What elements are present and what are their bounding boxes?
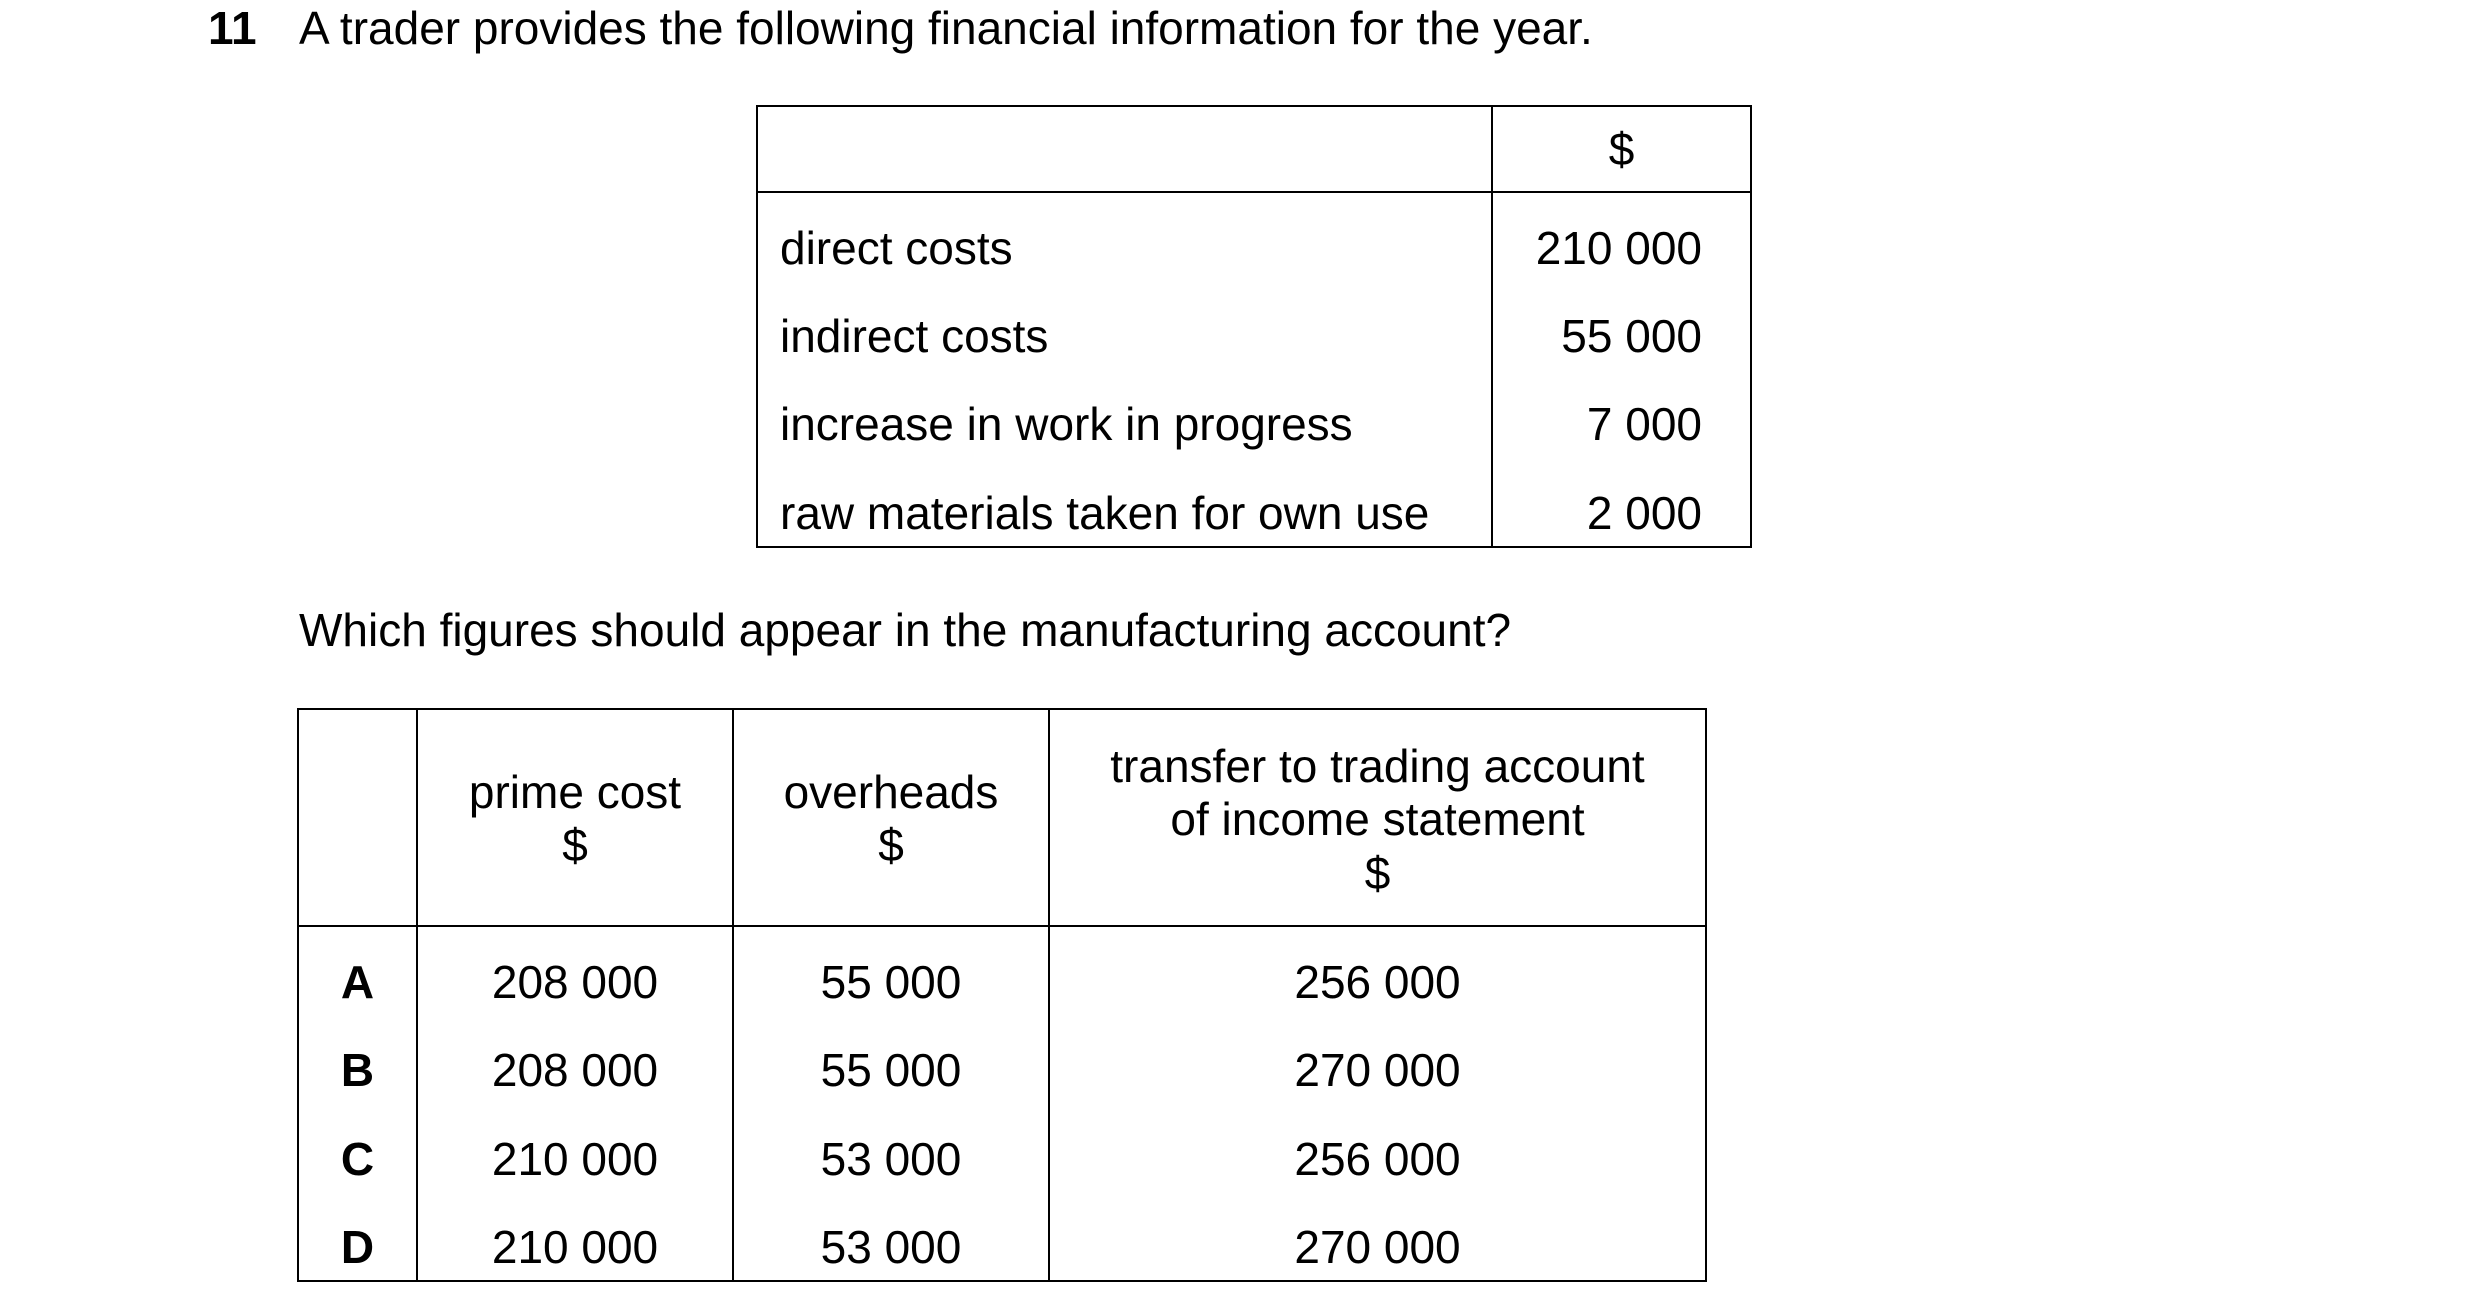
- header-prime-cost-unit: $: [562, 819, 588, 871]
- option-c-overheads: 53 000: [820, 1133, 962, 1185]
- option-d-prime-cost: 210 000: [491, 1221, 659, 1273]
- option-a-prime-cost: 208 000: [491, 956, 659, 1008]
- info-currency-header: $: [1608, 123, 1635, 175]
- option-c-transfer: 256 000: [1294, 1133, 1461, 1185]
- question-intro: A trader provides the following financial information for the year.: [299, 2, 1593, 54]
- option-b-overheads: 55 000: [820, 1044, 962, 1096]
- header-prime-cost: prime cost: [468, 766, 682, 818]
- option-a-overheads: 55 000: [820, 956, 962, 1008]
- info-row-label: direct costs: [780, 222, 1013, 274]
- option-c-prime-cost: 210 000: [491, 1133, 659, 1185]
- info-row-label: indirect costs: [780, 310, 1049, 362]
- option-letter-c[interactable]: C: [340, 1133, 375, 1185]
- info-row-value: 7 000: [1586, 398, 1702, 450]
- header-overheads-unit: $: [878, 819, 904, 871]
- info-row-label: raw materials taken for own use: [780, 487, 1430, 539]
- option-letter-d[interactable]: D: [340, 1221, 375, 1273]
- info-row-value: 2 000: [1586, 487, 1702, 539]
- header-overheads: overheads: [783, 766, 999, 818]
- header-transfer-line1: transfer to trading account: [1110, 740, 1645, 792]
- option-b-prime-cost: 208 000: [491, 1044, 659, 1096]
- info-row-label: increase in work in progress: [780, 398, 1353, 450]
- question-prompt: Which figures should appear in the manufacturing account?: [299, 604, 1512, 656]
- header-transfer-unit: $: [1364, 847, 1391, 899]
- option-b-transfer: 270 000: [1294, 1044, 1461, 1096]
- option-letter-a[interactable]: A: [340, 956, 375, 1008]
- header-transfer-line2: of income statement: [1170, 793, 1585, 845]
- option-d-transfer: 270 000: [1294, 1221, 1461, 1273]
- info-row-value: 210 000: [1535, 222, 1702, 274]
- option-a-transfer: 256 000: [1294, 956, 1461, 1008]
- info-row-value: 55 000: [1561, 310, 1702, 362]
- option-letter-b[interactable]: B: [340, 1044, 375, 1096]
- option-d-overheads: 53 000: [820, 1221, 962, 1273]
- question-number: 11: [208, 2, 257, 54]
